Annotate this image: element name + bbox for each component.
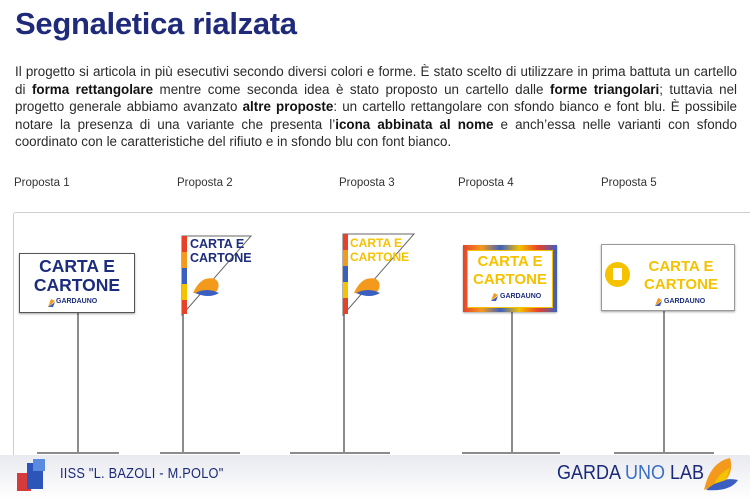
sign-pole bbox=[343, 300, 345, 453]
sign-base bbox=[462, 452, 560, 454]
intro-paragraph: Il progetto si articola in più esecutivi secondo diversi colori e forme. È stato scelto di utilizzare in prima battuta un cartello di forma rettangolare mentre come seconda idea è stato proposto un cartello dalle forme triangolari; tuttavia nel progetto generale abbiamo avanzato altre proposte: un cartello rettangolare con sfondo bianco e font blu. È possibile notare la presenza di una variante che presenta l’icona abbinata al nome e anch’essa nelle varianti con sfondo coordinato con le caratteristiche del rifiuto e in sfondo blu con font bianco. bbox=[15, 64, 737, 150]
proposal-5-sign bbox=[601, 244, 735, 311]
sign-line-2: CARTONE bbox=[350, 250, 410, 264]
proposal-4-label: Proposta 4 bbox=[458, 177, 514, 189]
page-title: Segnaletica rialzata bbox=[15, 6, 297, 41]
sign-pole bbox=[511, 312, 513, 453]
sign-line-1: CARTA E bbox=[350, 236, 402, 250]
butterfly-icon bbox=[654, 297, 663, 307]
sign-base bbox=[290, 452, 390, 454]
sign-base bbox=[160, 452, 240, 454]
sign-pole bbox=[663, 311, 665, 453]
sign-line-1: CARTA E bbox=[477, 253, 543, 270]
sign-line-2: CARTONE bbox=[644, 276, 718, 293]
proposal-2-label: Proposta 2 bbox=[177, 177, 233, 189]
footer-lab-logo: GARDA UNO LAB bbox=[557, 462, 705, 484]
sign-line-1: CARTA E bbox=[648, 258, 714, 275]
proposal-5-label: Proposta 5 bbox=[601, 177, 657, 189]
proposal-2-text bbox=[190, 237, 252, 265]
school-logo-icon bbox=[17, 459, 49, 493]
sign-line-1: CARTA E bbox=[190, 237, 245, 251]
paper-icon bbox=[605, 262, 630, 287]
proposal-1-label: Proposta 1 bbox=[14, 177, 70, 189]
sign-line-2: CARTONE bbox=[190, 251, 252, 265]
butterfly-icon bbox=[47, 298, 56, 308]
gardauno-logo: GARDAUNO bbox=[664, 298, 706, 305]
proposal-1-sign bbox=[19, 253, 135, 313]
butterfly-icon bbox=[700, 456, 740, 494]
sign-line-2: CARTONE bbox=[33, 275, 121, 295]
sign-base bbox=[614, 452, 714, 454]
footer-school-name: IISS "L. BAZOLI - M.POLO" bbox=[60, 465, 224, 482]
proposal-4-sign bbox=[463, 245, 557, 312]
gardauno-logo: GARDAUNO bbox=[56, 298, 98, 305]
sign-pole bbox=[77, 313, 79, 453]
sign-line-1: CARTA E bbox=[39, 256, 115, 276]
sign-base bbox=[37, 452, 119, 454]
sign-line-2: CARTONE bbox=[473, 271, 547, 288]
gardauno-logo: GARDAUNO bbox=[500, 293, 542, 300]
proposal-3-label: Proposta 3 bbox=[339, 177, 395, 189]
proposal-3-text bbox=[350, 236, 409, 264]
sign-pole bbox=[182, 300, 184, 453]
butterfly-icon bbox=[490, 292, 499, 302]
